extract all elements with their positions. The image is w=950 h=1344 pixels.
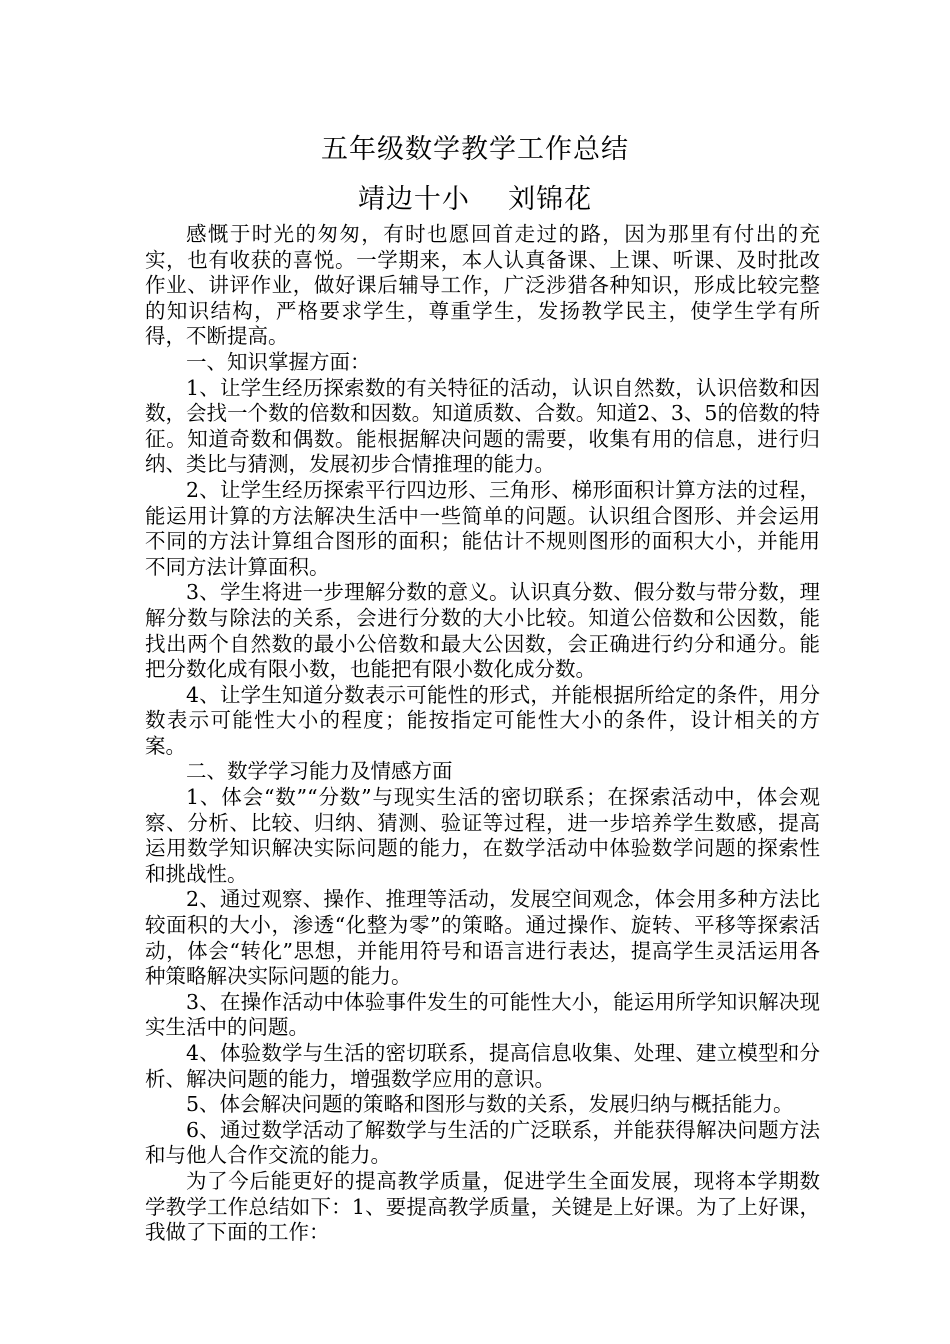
paragraph-ability-2: 2、通过观察、操作、推理等活动，发展空间观念，体会用多种方法比较面积的大小，渗透“化整为零”的策略。通过操作、旋转、平移等探索活动，体会“转化”思想，并能用符号和语言进行表达，提高学生灵活运用各种策略解决实际问题的能力。 — [145, 887, 820, 989]
paragraph-closing: 为了今后能更好的提高教学质量，促进学生全面发展，现将本学期数学教学工作总结如下：1、要提高教学质量，关键是上好课。为了上好课，我做了下面的工作： — [145, 1168, 820, 1245]
paragraph-knowledge-3: 3、学生将进一步理解分数的意义。认识真分数、假分数与带分数，理解分数与除法的关系，会进行分数的大小比较。知道公倍数和公因数，能找出两个自然数的最小公倍数和最大公因数，会正确进行约分和通分。能把分数化成有限小数，也能把有限小数化成分数。 — [145, 580, 820, 682]
paragraph-ability-4: 4、体验数学与生活的密切联系，提高信息收集、处理、建立模型和分析、解决问题的能力，增强数学应用的意识。 — [145, 1041, 820, 1091]
section-heading-knowledge: 一、知识掌握方面： — [186, 349, 371, 374]
section-heading-ability: 二、数学学习能力及情感方面 — [186, 759, 453, 784]
document-body — [145, 222, 820, 1246]
paragraph-ability-1: 1、体会“数”“分数”与现实生活的密切联系；在探索活动中，体会观察、分析、比较、归纳、猜测、验证等过程，进一步培养学生数感，提高运用数学知识解决实际问题的能力，在数学活动中体验数学问题的探索性和挑战性。 — [145, 785, 820, 886]
document-title: 五年级数学教学工作总结 — [321, 134, 629, 165]
paragraph-knowledge-4: 4、让学生知道分数表示可能性的形式，并能根据所给定的条件，用分数表示可能性大小的程度；能按指定可能性大小的条件，设计相关的方案。 — [145, 682, 820, 758]
author-line: 靖边十小 刘锦花 — [357, 184, 593, 215]
paragraph-knowledge-2: 2、让学生经历探索平行四边形、三角形、梯形面积计算方法的过程，能运用计算的方法解决生活中一些简单的问题。认识组合图形、并会运用不同的方法计算组合图形的面积；能估计不规则图形的面积大小，并能用不同方法计算面积。 — [145, 477, 820, 579]
paragraph-intro: 感慨于时光的匆匆，有时也愿回首走过的路，因为那里有付出的充实，也有收获的喜悦。一学期来，本人认真备课、上课、听课、及时批改作业、讲评作业，做好课后辅导工作，广泛涉猎各种知识，形成比较完整的知识结构，严格要求学生，尊重学生，发扬教学民主，使学生学有所得，不断提高。 — [145, 222, 820, 349]
paragraph-ability-5: 5、体会解决问题的策略和图形与数的关系，发展归纳与概括能力。 — [186, 1092, 794, 1117]
paragraph-ability-6: 6、通过数学活动了解数学与生活的广泛联系，并能获得解决问题方法和与他人合作交流的能力。 — [145, 1117, 820, 1168]
paragraph-ability-3: 3、在操作活动中体验事件发生的可能性大小，能运用所学知识解决现实生活中的问题。 — [145, 989, 820, 1040]
paragraph-knowledge-1: 1、让学生经历探索数的有关特征的活动，认识自然数，认识倍数和因数，会找一个数的倍数和因数。知道质数、合数。知道2、3、5的倍数的特征。知道奇数和偶数。能根据解决问题的需要，收集有用的信息，进行归纳、类比与猜测，发展初步合情推理的能力。 — [145, 375, 820, 477]
